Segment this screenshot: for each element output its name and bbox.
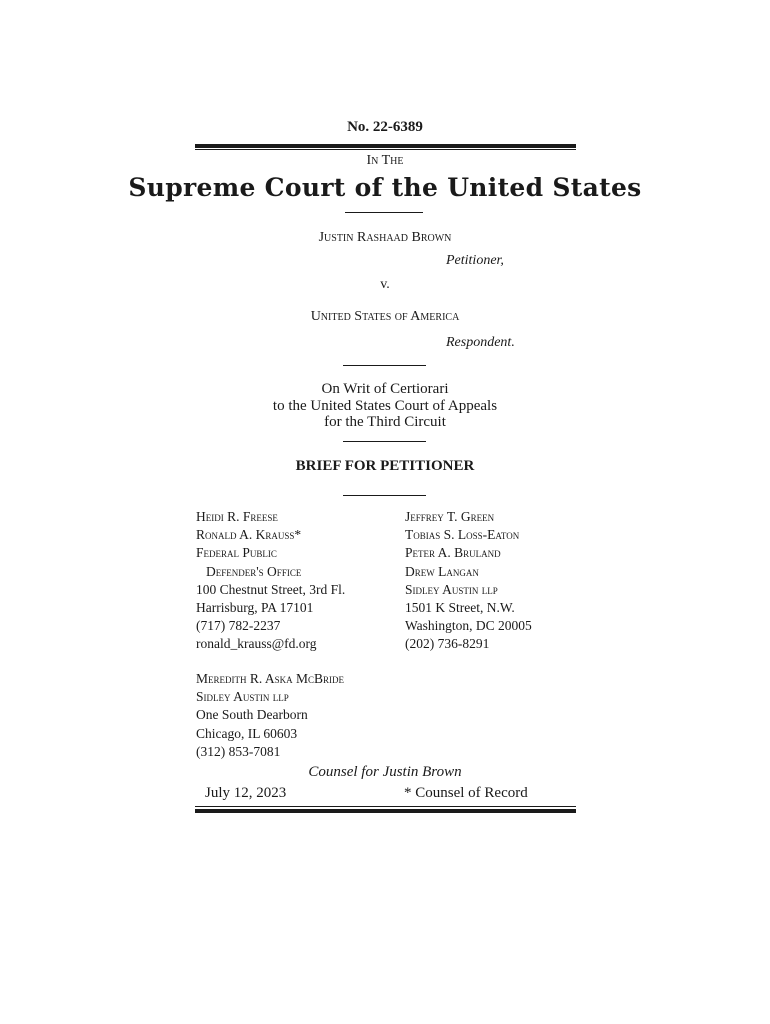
versus-label: v. — [380, 277, 390, 292]
attorney-name: Meredith R. Aska McBride — [196, 671, 345, 686]
address-line: One South Dearborn — [196, 707, 308, 723]
address-line: 1501 K Street, N.W. — [405, 600, 515, 616]
docket-number: No. 22-6389 — [347, 119, 423, 135]
filing-date: July 12, 2023 — [205, 785, 287, 801]
writ-line: to the United States Court of Appeals — [272, 397, 498, 414]
attorney-name: Tobias S. Loss-Eaton — [405, 527, 520, 543]
phone-number: (202) 736-8291 — [405, 636, 490, 652]
divider — [343, 495, 426, 496]
firm-name: Sidley Austin llp — [405, 581, 498, 597]
top-rule-thick — [195, 144, 576, 148]
bottom-rule-thick — [195, 809, 576, 813]
divider — [345, 212, 423, 213]
phone-number: (312) 853-7081 — [196, 743, 281, 759]
attorney-name: Heidi R. Freese — [196, 509, 278, 524]
respondent-name: United States of America — [310, 309, 460, 324]
petitioner-name: Justin Rashaad Brown — [318, 230, 452, 245]
divider — [343, 365, 426, 366]
in-the-label: In The — [366, 153, 404, 168]
top-rule-thin — [195, 149, 576, 150]
court-name: Supreme Court of the United States — [128, 173, 642, 202]
office-name: Federal Public — [196, 545, 277, 561]
brief-title: BRIEF FOR PETITIONER — [295, 458, 475, 474]
writ-statement — [0, 381, 770, 431]
respondent-role: Respondent. — [446, 335, 515, 350]
counsel-left-block — [196, 508, 345, 654]
attorney-name: Peter A. Bruland — [405, 545, 501, 561]
counsel-of-record-note: * Counsel of Record — [404, 785, 528, 801]
attorney-name: Jeffrey T. Green — [405, 509, 495, 524]
attorney-name: Drew Langan — [405, 563, 479, 579]
writ-line: On Writ of Certiorari — [321, 381, 449, 397]
petitioner-role: Petitioner, — [446, 253, 504, 268]
counsel-bottom-block — [196, 670, 344, 761]
counsel-for-label: Counsel for Justin Brown — [308, 764, 462, 780]
address-line: Harrisburg, PA 17101 — [196, 600, 314, 616]
bottom-rule-thin — [195, 806, 576, 807]
writ-line: for the Third Circuit — [324, 414, 446, 430]
email-address: ronald_krauss@fd.org — [196, 636, 317, 652]
address-line: Chicago, IL 60603 — [196, 725, 298, 741]
phone-number: (717) 782-2237 — [196, 618, 281, 634]
firm-name: Sidley Austin llp — [196, 689, 289, 705]
address-line: 100 Chestnut Street, 3rd Fl. — [196, 581, 346, 597]
address-line: Washington, DC 20005 — [405, 618, 532, 634]
counsel-right-block — [405, 508, 532, 654]
divider — [343, 441, 426, 442]
attorney-name: Ronald A. Krauss* — [196, 527, 302, 543]
office-name: Defender's Office — [206, 563, 302, 579]
